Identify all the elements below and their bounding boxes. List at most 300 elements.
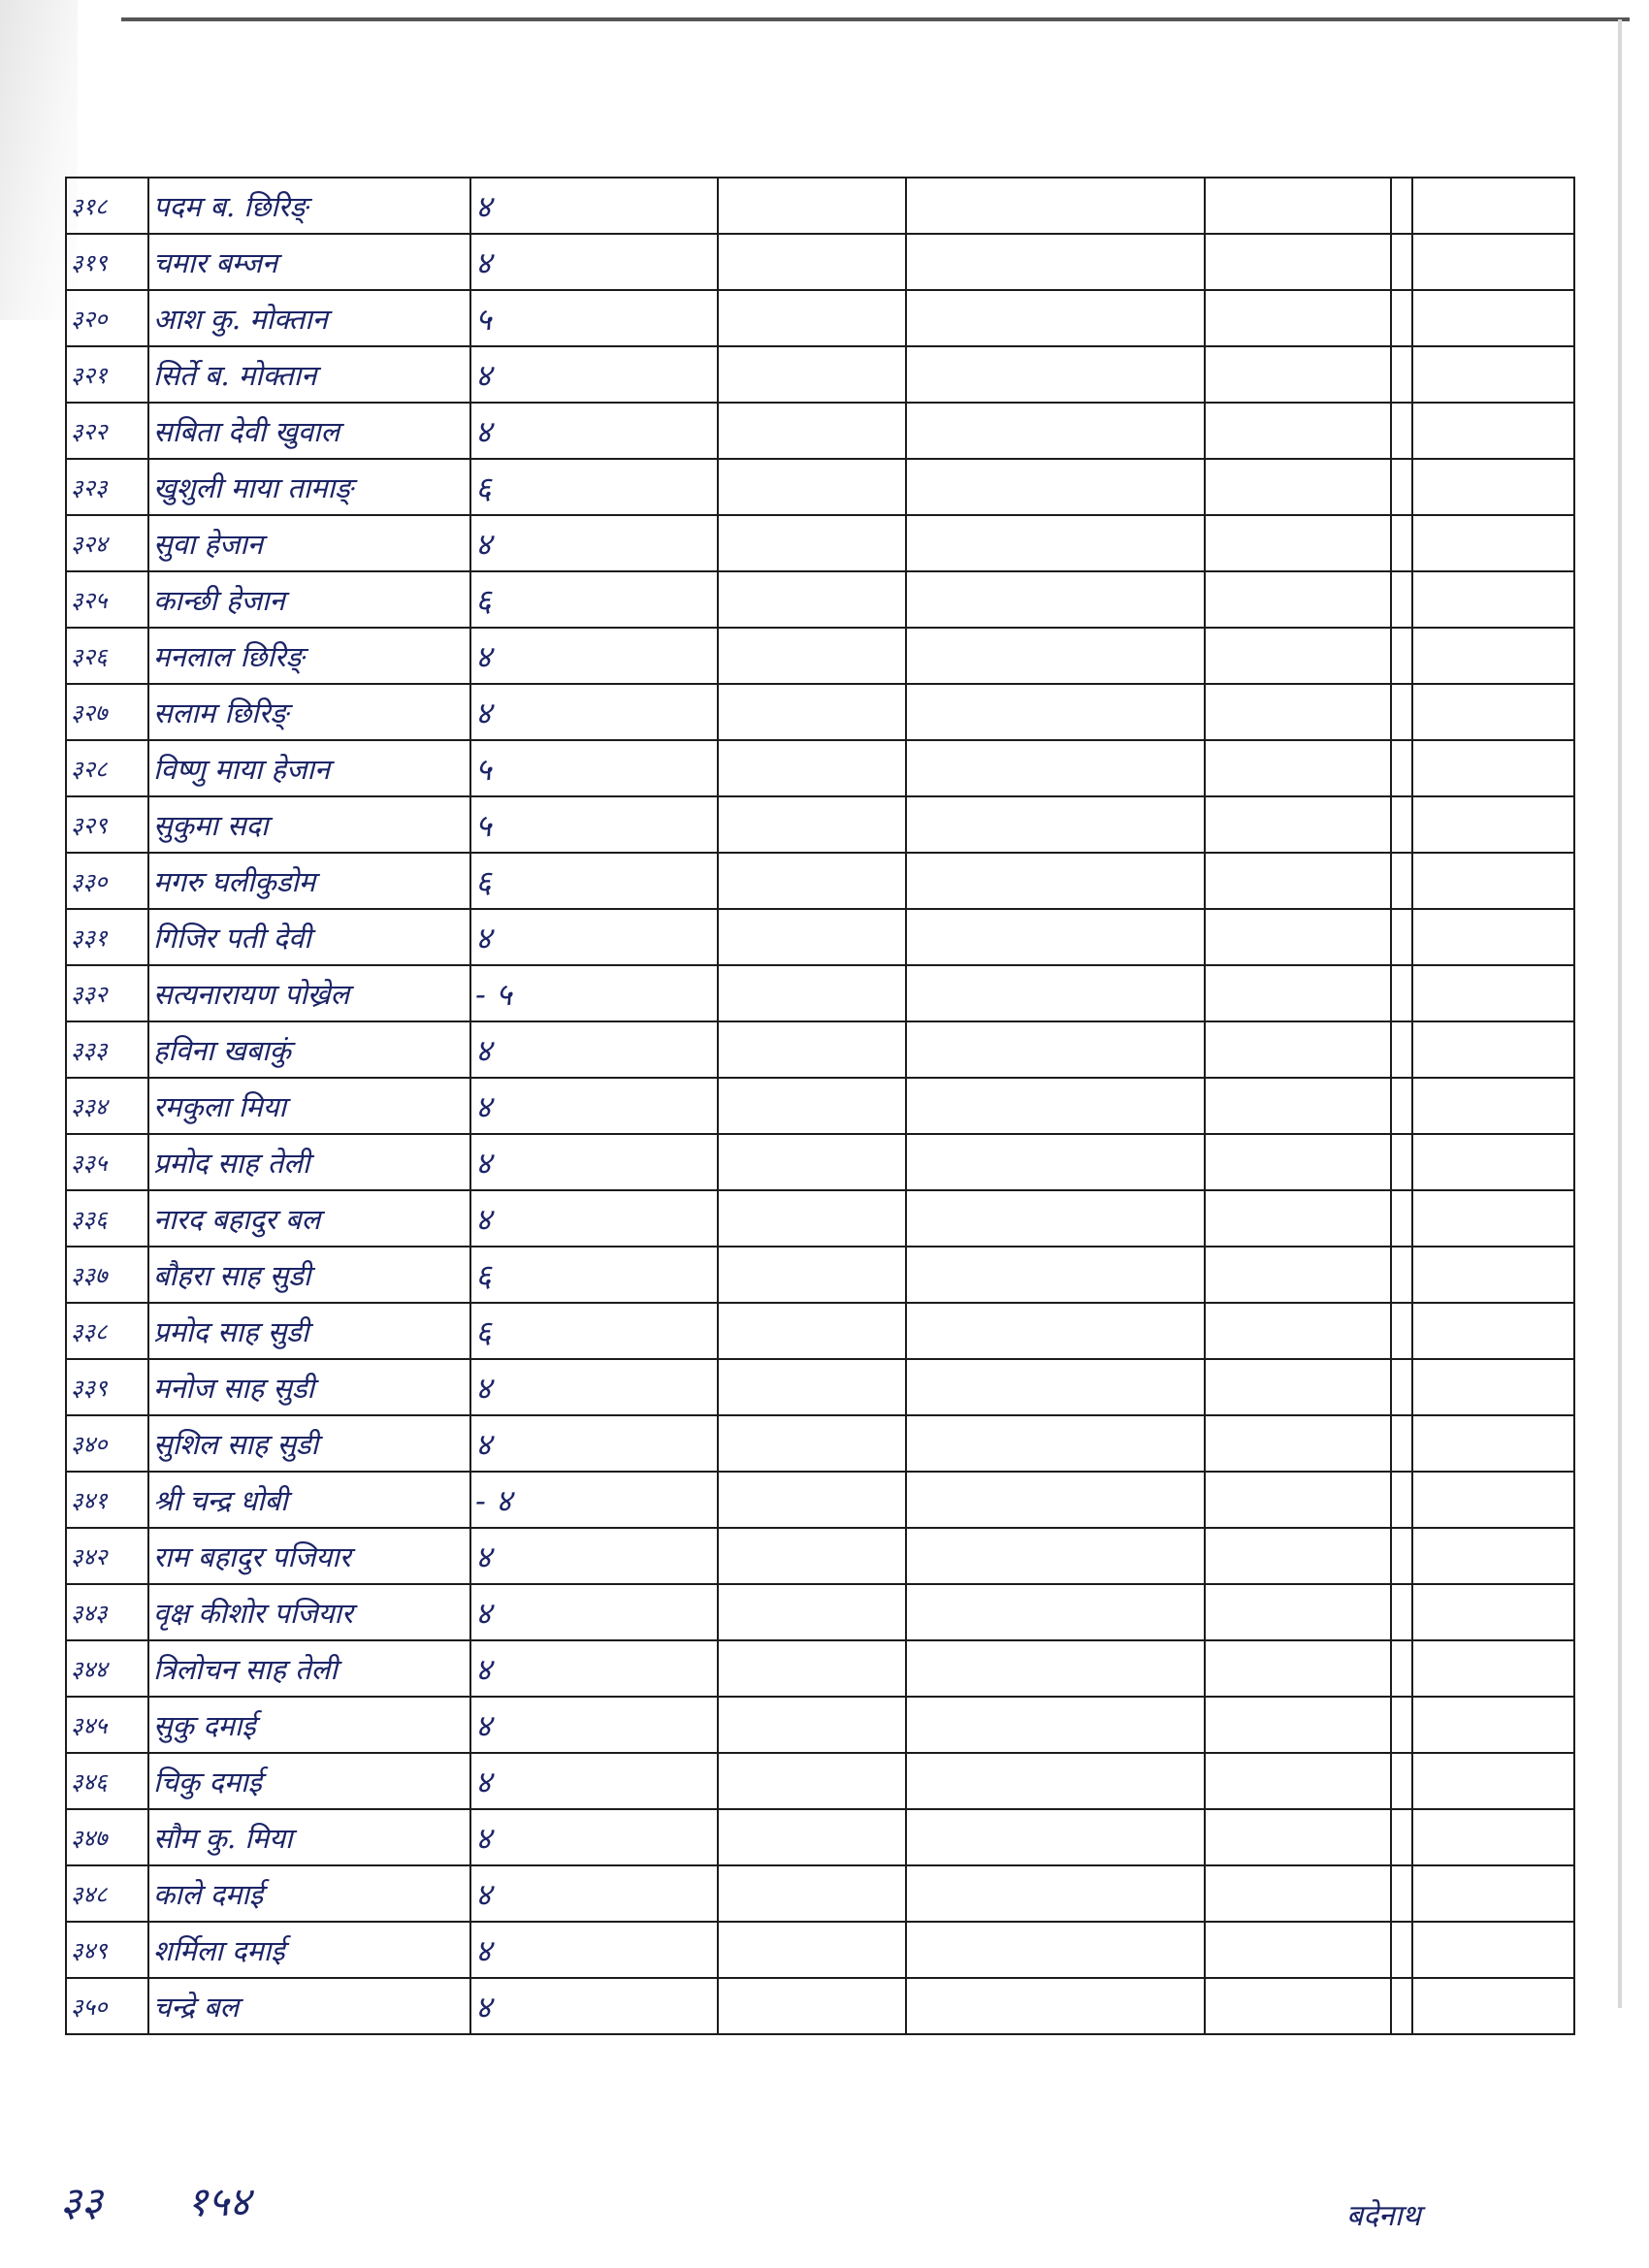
table-row xyxy=(66,740,1574,796)
empty-cell xyxy=(718,853,906,909)
footer-total-rows: ३३ xyxy=(60,2178,103,2225)
serial-number-cell: ३४४ xyxy=(66,1640,148,1697)
quantity-cell: ४ xyxy=(470,1359,718,1415)
table-row xyxy=(66,1978,1574,2034)
table-row xyxy=(66,1415,1574,1472)
empty-cell xyxy=(1412,1134,1574,1190)
quantity-cell: ४ xyxy=(470,515,718,571)
empty-cell xyxy=(906,1584,1205,1640)
serial-number-cell: ३३७ xyxy=(66,1247,148,1303)
serial-number-cell: ३२१ xyxy=(66,346,148,403)
beneficiary-name-cell: बौहरा साह सुडी xyxy=(148,1247,470,1303)
quantity-cell: ४ xyxy=(470,1584,718,1640)
quantity-cell: ४ xyxy=(470,684,718,740)
empty-cell xyxy=(906,1809,1205,1865)
quantity-cell: - ४ xyxy=(470,1472,718,1528)
empty-cell xyxy=(906,1922,1205,1978)
empty-cell xyxy=(1391,909,1412,965)
quantity-cell: ४ xyxy=(470,403,718,459)
empty-cell xyxy=(1205,1922,1391,1978)
quantity-cell: ४ xyxy=(470,1021,718,1078)
empty-cell xyxy=(1412,1078,1574,1134)
beneficiary-name-cell: सुवा हेजान xyxy=(148,515,470,571)
table-row xyxy=(66,1359,1574,1415)
table-row xyxy=(66,346,1574,403)
table-row xyxy=(66,1753,1574,1809)
empty-cell xyxy=(1205,290,1391,346)
empty-cell xyxy=(1391,515,1412,571)
serial-number-cell: ३३६ xyxy=(66,1190,148,1247)
footer-total-qty: १५४ xyxy=(186,2178,250,2225)
empty-cell xyxy=(718,346,906,403)
table-row xyxy=(66,571,1574,628)
empty-cell xyxy=(906,178,1205,234)
empty-cell xyxy=(1412,403,1574,459)
distribution-register-table xyxy=(65,177,1575,2035)
empty-cell xyxy=(1391,628,1412,684)
beneficiary-name-cell: त्रिलोचन साह तेली xyxy=(148,1640,470,1697)
empty-cell xyxy=(718,1303,906,1359)
empty-cell xyxy=(1205,740,1391,796)
empty-cell xyxy=(1391,571,1412,628)
empty-cell xyxy=(906,234,1205,290)
quantity-cell: ६ xyxy=(470,1247,718,1303)
empty-cell xyxy=(906,853,1205,909)
empty-cell xyxy=(1391,1303,1412,1359)
quantity-cell: ४ xyxy=(470,1753,718,1809)
empty-cell xyxy=(1412,796,1574,853)
quantity-cell: ४ xyxy=(470,178,718,234)
table-row xyxy=(66,1922,1574,1978)
empty-cell xyxy=(1412,1359,1574,1415)
empty-cell xyxy=(1205,1697,1391,1753)
quantity-cell: ६ xyxy=(470,1303,718,1359)
serial-number-cell: ३२६ xyxy=(66,628,148,684)
empty-cell xyxy=(718,515,906,571)
empty-cell xyxy=(1412,1978,1574,2034)
empty-cell xyxy=(1412,1584,1574,1640)
beneficiary-name-cell: सलाम छिरिङ् xyxy=(148,684,470,740)
serial-number-cell: ३२३ xyxy=(66,459,148,515)
footer-signature: बदेनाथ xyxy=(1346,2199,1421,2233)
empty-cell xyxy=(1205,1415,1391,1472)
beneficiary-name-cell: हविना खबाकुं xyxy=(148,1021,470,1078)
table-row xyxy=(66,853,1574,909)
empty-cell xyxy=(1412,1922,1574,1978)
quantity-cell: ४ xyxy=(470,1978,718,2034)
empty-cell xyxy=(906,571,1205,628)
empty-cell xyxy=(906,1021,1205,1078)
empty-cell xyxy=(906,1078,1205,1134)
empty-cell xyxy=(718,403,906,459)
beneficiary-name-cell: सौम कु. मिया xyxy=(148,1809,470,1865)
beneficiary-name-cell: सबिता देवी खुवाल xyxy=(148,403,470,459)
quantity-cell: ५ xyxy=(470,796,718,853)
beneficiary-name-cell: चन्द्रे बल xyxy=(148,1978,470,2034)
empty-cell xyxy=(718,684,906,740)
quantity-cell: ६ xyxy=(470,571,718,628)
serial-number-cell: ३३२ xyxy=(66,965,148,1021)
empty-cell xyxy=(1205,403,1391,459)
table-row xyxy=(66,1134,1574,1190)
empty-cell xyxy=(906,515,1205,571)
quantity-cell: ५ xyxy=(470,290,718,346)
beneficiary-name-cell: सुकुमा सदा xyxy=(148,796,470,853)
empty-cell xyxy=(1412,1865,1574,1922)
empty-cell xyxy=(1391,1753,1412,1809)
empty-cell xyxy=(1205,1809,1391,1865)
table-row xyxy=(66,515,1574,571)
footer-totals xyxy=(60,2173,250,2228)
serial-number-cell: ३३५ xyxy=(66,1134,148,1190)
empty-cell xyxy=(1205,1584,1391,1640)
empty-cell xyxy=(1205,1865,1391,1922)
beneficiary-name-cell: सत्यनारायण पोख्रेल xyxy=(148,965,470,1021)
empty-cell xyxy=(718,1978,906,2034)
empty-cell xyxy=(1205,1978,1391,2034)
empty-cell xyxy=(1205,459,1391,515)
serial-number-cell: ३४३ xyxy=(66,1584,148,1640)
table-row xyxy=(66,1528,1574,1584)
empty-cell xyxy=(1412,290,1574,346)
empty-cell xyxy=(906,1472,1205,1528)
serial-number-cell: ३४२ xyxy=(66,1528,148,1584)
empty-cell xyxy=(1391,1978,1412,2034)
empty-cell xyxy=(1412,684,1574,740)
empty-cell xyxy=(1412,1528,1574,1584)
beneficiary-name-cell: रमकुला मिया xyxy=(148,1078,470,1134)
empty-cell xyxy=(718,234,906,290)
empty-cell xyxy=(718,1865,906,1922)
empty-cell xyxy=(906,1865,1205,1922)
empty-cell xyxy=(1391,965,1412,1021)
table-row xyxy=(66,1190,1574,1247)
empty-cell xyxy=(1391,234,1412,290)
empty-cell xyxy=(718,1640,906,1697)
empty-cell xyxy=(906,1640,1205,1697)
beneficiary-name-cell: खुशुली माया तामाङ् xyxy=(148,459,470,515)
serial-number-cell: ३४५ xyxy=(66,1697,148,1753)
empty-cell xyxy=(1412,965,1574,1021)
beneficiary-name-cell: श्री चन्द्र धोबी xyxy=(148,1472,470,1528)
empty-cell xyxy=(718,740,906,796)
table-row xyxy=(66,1865,1574,1922)
empty-cell xyxy=(1391,684,1412,740)
beneficiary-name-cell: नारद बहादुर बल xyxy=(148,1190,470,1247)
serial-number-cell: ३३४ xyxy=(66,1078,148,1134)
empty-cell xyxy=(1391,796,1412,853)
serial-number-cell: ३४० xyxy=(66,1415,148,1472)
quantity-cell: ४ xyxy=(470,1078,718,1134)
empty-cell xyxy=(1205,1078,1391,1134)
empty-cell xyxy=(718,628,906,684)
empty-cell xyxy=(1391,403,1412,459)
empty-cell xyxy=(1391,1134,1412,1190)
empty-cell xyxy=(906,290,1205,346)
table-row xyxy=(66,1697,1574,1753)
empty-cell xyxy=(718,1415,906,1472)
beneficiary-name-cell: चिकु दमाई xyxy=(148,1753,470,1809)
empty-cell xyxy=(718,1922,906,1978)
beneficiary-name-cell: राम बहादुर पजियार xyxy=(148,1528,470,1584)
empty-cell xyxy=(1412,1753,1574,1809)
empty-cell xyxy=(1391,1640,1412,1697)
empty-cell xyxy=(1205,1190,1391,1247)
empty-cell xyxy=(718,1584,906,1640)
empty-cell xyxy=(1412,346,1574,403)
table-row xyxy=(66,1640,1574,1697)
beneficiary-name-cell: चमार बम्जन xyxy=(148,234,470,290)
quantity-cell: - ५ xyxy=(470,965,718,1021)
table-row xyxy=(66,1809,1574,1865)
empty-cell xyxy=(1205,628,1391,684)
empty-cell xyxy=(1391,346,1412,403)
table-row xyxy=(66,1247,1574,1303)
quantity-cell: ४ xyxy=(470,1190,718,1247)
empty-cell xyxy=(1205,1247,1391,1303)
beneficiary-name-cell: आश कु. मोक्तान xyxy=(148,290,470,346)
table-row xyxy=(66,628,1574,684)
empty-cell xyxy=(718,290,906,346)
empty-cell xyxy=(1391,1528,1412,1584)
empty-cell xyxy=(1205,796,1391,853)
quantity-cell: ४ xyxy=(470,1809,718,1865)
beneficiary-name-cell: सुशिल साह सुडी xyxy=(148,1415,470,1472)
beneficiary-name-cell: सुकु दमाई xyxy=(148,1697,470,1753)
page-edge-top xyxy=(121,17,1630,21)
empty-cell xyxy=(718,1190,906,1247)
empty-cell xyxy=(718,796,906,853)
empty-cell xyxy=(1412,1021,1574,1078)
empty-cell xyxy=(718,1697,906,1753)
quantity-cell: ५ xyxy=(470,740,718,796)
empty-cell xyxy=(718,1134,906,1190)
empty-cell xyxy=(1391,1584,1412,1640)
quantity-cell: ४ xyxy=(470,234,718,290)
empty-cell xyxy=(718,459,906,515)
serial-number-cell: ३३० xyxy=(66,853,148,909)
table-row xyxy=(66,403,1574,459)
empty-cell xyxy=(718,1247,906,1303)
serial-number-cell: ३२५ xyxy=(66,571,148,628)
empty-cell xyxy=(1412,1303,1574,1359)
empty-cell xyxy=(1412,1472,1574,1528)
empty-cell xyxy=(1412,1247,1574,1303)
empty-cell xyxy=(1412,853,1574,909)
empty-cell xyxy=(906,1303,1205,1359)
empty-cell xyxy=(906,1753,1205,1809)
empty-cell xyxy=(1412,628,1574,684)
beneficiary-name-cell: मनलाल छिरिङ् xyxy=(148,628,470,684)
quantity-cell: ४ xyxy=(470,1415,718,1472)
quantity-cell: ४ xyxy=(470,346,718,403)
quantity-cell: ४ xyxy=(470,1640,718,1697)
empty-cell xyxy=(906,965,1205,1021)
empty-cell xyxy=(1205,1359,1391,1415)
beneficiary-name-cell: विष्णु माया हेजान xyxy=(148,740,470,796)
empty-cell xyxy=(1412,515,1574,571)
beneficiary-name-cell: प्रमोद साह सुडी xyxy=(148,1303,470,1359)
beneficiary-name-cell: पदम ब. छिरिङ् xyxy=(148,178,470,234)
empty-cell xyxy=(1412,1190,1574,1247)
empty-cell xyxy=(906,1134,1205,1190)
empty-cell xyxy=(1412,1809,1574,1865)
empty-cell xyxy=(718,1021,906,1078)
serial-number-cell: ३३३ xyxy=(66,1021,148,1078)
empty-cell xyxy=(1205,1303,1391,1359)
empty-cell xyxy=(1391,1865,1412,1922)
table-row xyxy=(66,459,1574,515)
empty-cell xyxy=(1412,571,1574,628)
quantity-cell: ६ xyxy=(470,459,718,515)
beneficiary-name-cell: मगरु घलीकुडोम xyxy=(148,853,470,909)
empty-cell xyxy=(1205,1472,1391,1528)
empty-cell xyxy=(906,1247,1205,1303)
serial-number-cell: ३५० xyxy=(66,1978,148,2034)
empty-cell xyxy=(1412,234,1574,290)
empty-cell xyxy=(718,1359,906,1415)
beneficiary-name-cell: कान्छी हेजान xyxy=(148,571,470,628)
empty-cell xyxy=(906,403,1205,459)
empty-cell xyxy=(1391,1415,1412,1472)
quantity-cell: ४ xyxy=(470,1922,718,1978)
empty-cell xyxy=(906,740,1205,796)
empty-cell xyxy=(1391,1697,1412,1753)
serial-number-cell: ३२४ xyxy=(66,515,148,571)
serial-number-cell: ३४८ xyxy=(66,1865,148,1922)
empty-cell xyxy=(906,1359,1205,1415)
empty-cell xyxy=(906,909,1205,965)
empty-cell xyxy=(1205,1134,1391,1190)
empty-cell xyxy=(906,1978,1205,2034)
serial-number-cell: ३१९ xyxy=(66,234,148,290)
empty-cell xyxy=(906,1528,1205,1584)
table-row xyxy=(66,1303,1574,1359)
beneficiary-name-cell: काले दमाई xyxy=(148,1865,470,1922)
empty-cell xyxy=(1205,965,1391,1021)
empty-cell xyxy=(906,1190,1205,1247)
empty-cell xyxy=(1391,853,1412,909)
empty-cell xyxy=(1205,684,1391,740)
table-row xyxy=(66,909,1574,965)
empty-cell xyxy=(718,571,906,628)
empty-cell xyxy=(718,1472,906,1528)
empty-cell xyxy=(906,628,1205,684)
serial-number-cell: ३३९ xyxy=(66,1359,148,1415)
empty-cell xyxy=(1391,1021,1412,1078)
table-row xyxy=(66,1078,1574,1134)
empty-cell xyxy=(718,965,906,1021)
quantity-cell: ४ xyxy=(470,628,718,684)
quantity-cell: ४ xyxy=(470,1697,718,1753)
empty-cell xyxy=(1205,571,1391,628)
table-row xyxy=(66,290,1574,346)
empty-cell xyxy=(1412,178,1574,234)
table-row xyxy=(66,796,1574,853)
empty-cell xyxy=(1205,1528,1391,1584)
table-row xyxy=(66,965,1574,1021)
beneficiary-name-cell: शर्मिला दमाई xyxy=(148,1922,470,1978)
empty-cell xyxy=(1205,1640,1391,1697)
empty-cell xyxy=(1412,1415,1574,1472)
empty-cell xyxy=(718,178,906,234)
empty-cell xyxy=(1205,853,1391,909)
empty-cell xyxy=(1412,1697,1574,1753)
empty-cell xyxy=(906,346,1205,403)
empty-cell xyxy=(1391,1078,1412,1134)
empty-cell xyxy=(906,796,1205,853)
serial-number-cell: ३१८ xyxy=(66,178,148,234)
beneficiary-name-cell: गिजिर पती देवी xyxy=(148,909,470,965)
empty-cell xyxy=(1205,346,1391,403)
empty-cell xyxy=(906,684,1205,740)
table-row xyxy=(66,234,1574,290)
register-body xyxy=(66,178,1574,2034)
serial-number-cell: ३४७ xyxy=(66,1809,148,1865)
table-row xyxy=(66,178,1574,234)
empty-cell xyxy=(1412,1640,1574,1697)
empty-cell xyxy=(1391,1190,1412,1247)
serial-number-cell: ३३८ xyxy=(66,1303,148,1359)
empty-cell xyxy=(1205,178,1391,234)
empty-cell xyxy=(1391,1247,1412,1303)
empty-cell xyxy=(1205,909,1391,965)
beneficiary-name-cell: वृक्ष कीशोर पजियार xyxy=(148,1584,470,1640)
quantity-cell: ४ xyxy=(470,1865,718,1922)
serial-number-cell: ३४६ xyxy=(66,1753,148,1809)
table-row xyxy=(66,684,1574,740)
empty-cell xyxy=(1391,178,1412,234)
serial-number-cell: ३२२ xyxy=(66,403,148,459)
empty-cell xyxy=(906,459,1205,515)
empty-cell xyxy=(1412,909,1574,965)
empty-cell xyxy=(1205,1753,1391,1809)
empty-cell xyxy=(1391,1472,1412,1528)
empty-cell xyxy=(1412,740,1574,796)
empty-cell xyxy=(1205,1021,1391,1078)
serial-number-cell: ३४१ xyxy=(66,1472,148,1528)
empty-cell xyxy=(1391,290,1412,346)
serial-number-cell: ३२९ xyxy=(66,796,148,853)
empty-cell xyxy=(718,1528,906,1584)
empty-cell xyxy=(1391,459,1412,515)
table-row xyxy=(66,1584,1574,1640)
beneficiary-name-cell: प्रमोद साह तेली xyxy=(148,1134,470,1190)
page-edge-right xyxy=(1618,19,1622,2008)
empty-cell xyxy=(906,1697,1205,1753)
quantity-cell: ४ xyxy=(470,909,718,965)
table-row xyxy=(66,1021,1574,1078)
empty-cell xyxy=(718,1809,906,1865)
empty-cell xyxy=(906,1415,1205,1472)
empty-cell xyxy=(718,1078,906,1134)
empty-cell xyxy=(1391,1922,1412,1978)
empty-cell xyxy=(1205,515,1391,571)
empty-cell xyxy=(1391,740,1412,796)
quantity-cell: ६ xyxy=(470,853,718,909)
serial-number-cell: ३२८ xyxy=(66,740,148,796)
empty-cell xyxy=(1412,459,1574,515)
empty-cell xyxy=(1391,1809,1412,1865)
beneficiary-name-cell: सिर्ते ब. मोक्तान xyxy=(148,346,470,403)
empty-cell xyxy=(1205,234,1391,290)
serial-number-cell: ३२७ xyxy=(66,684,148,740)
table-row xyxy=(66,1472,1574,1528)
beneficiary-name-cell: मनोज साह सुडी xyxy=(148,1359,470,1415)
serial-number-cell: ३३१ xyxy=(66,909,148,965)
serial-number-cell: ३२० xyxy=(66,290,148,346)
empty-cell xyxy=(718,1753,906,1809)
